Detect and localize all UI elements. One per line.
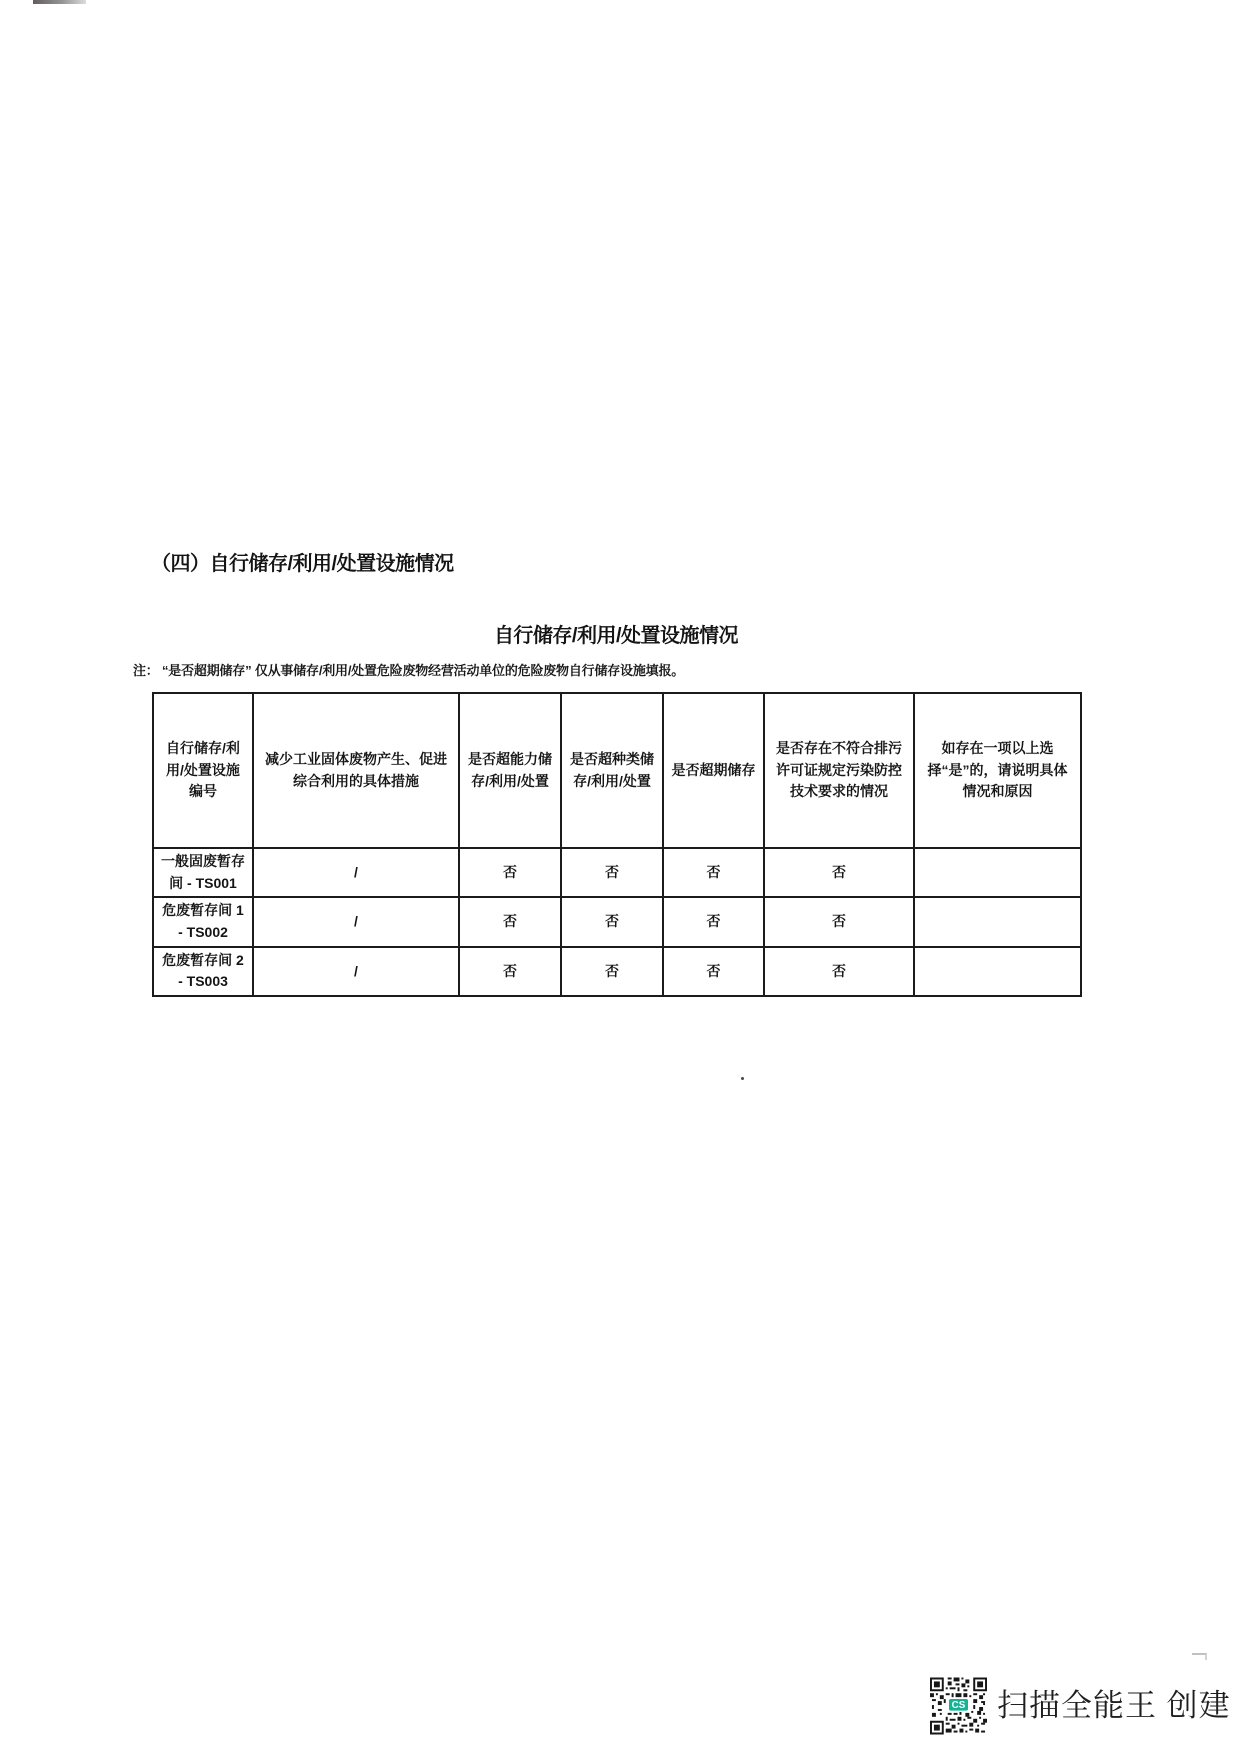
scan-artifact-dot	[741, 1077, 744, 1080]
col-header-over-type: 是否超种类储存/利用/处置	[561, 693, 663, 848]
table-note: 注： “是否超期储存” 仅从事储存/利用/处置危险废物经营活动单位的危险废物自行储存设施填报。	[133, 663, 685, 678]
scan-artifact-top-edge	[33, 0, 86, 4]
table-row	[153, 848, 1081, 897]
col-header-measures: 减少工业固体废物产生、促进综合利用的具体措施	[253, 693, 459, 848]
scan-artifact-dash	[1192, 1653, 1207, 1660]
cell-non-compliance: 否	[764, 947, 914, 996]
cell-overdue: 否	[663, 897, 764, 946]
cell-facility-id: 一般固废暂存间 - TS001	[153, 848, 253, 897]
cell-explanation	[914, 947, 1081, 996]
qr-badge-label: CS	[951, 1700, 966, 1712]
cell-explanation	[914, 848, 1081, 897]
col-header-explanation: 如存在一项以上选择“是”的，请说明具体情况和原因	[914, 693, 1081, 848]
cell-overdue: 否	[663, 947, 764, 996]
cell-measures: /	[253, 848, 459, 897]
col-header-overdue: 是否超期储存	[663, 693, 764, 848]
cell-non-compliance: 否	[764, 897, 914, 946]
cell-measures: /	[253, 897, 459, 946]
section-heading: （四）自行储存/利用/处置设施情况	[151, 553, 454, 575]
watermark-text: 扫描全能王 创建	[997, 1688, 1231, 1723]
qr-code-icon	[930, 1677, 987, 1735]
col-header-over-capacity: 是否超能力储存/利用/处置	[459, 693, 561, 848]
table-row	[153, 897, 1081, 946]
cell-measures: /	[253, 947, 459, 996]
cell-facility-id: 危废暂存间 1 - TS002	[153, 897, 253, 946]
col-header-non-compliance: 是否存在不符合排污许可证规定污染防控技术要求的情况	[764, 693, 914, 848]
cell-explanation	[914, 897, 1081, 946]
facility-status-table	[152, 692, 1082, 997]
cell-over-capacity: 否	[459, 897, 561, 946]
cell-facility-id: 危废暂存间 2 - TS003	[153, 947, 253, 996]
table-header-row	[153, 693, 1081, 848]
camscanner-logo-badge	[948, 1698, 968, 1711]
table-title: 自行储存/利用/处置设施情况	[493, 625, 739, 647]
cell-over-capacity: 否	[459, 848, 561, 897]
cell-over-type: 否	[561, 848, 663, 897]
cell-over-type: 否	[561, 947, 663, 996]
cell-non-compliance: 否	[764, 848, 914, 897]
cell-over-type: 否	[561, 897, 663, 946]
col-header-facility-id: 自行储存/利用/处置设施编号	[153, 693, 253, 848]
cell-overdue: 否	[663, 848, 764, 897]
camscanner-watermark	[930, 1677, 1231, 1735]
table-row	[153, 947, 1081, 996]
cell-over-capacity: 否	[459, 947, 561, 996]
